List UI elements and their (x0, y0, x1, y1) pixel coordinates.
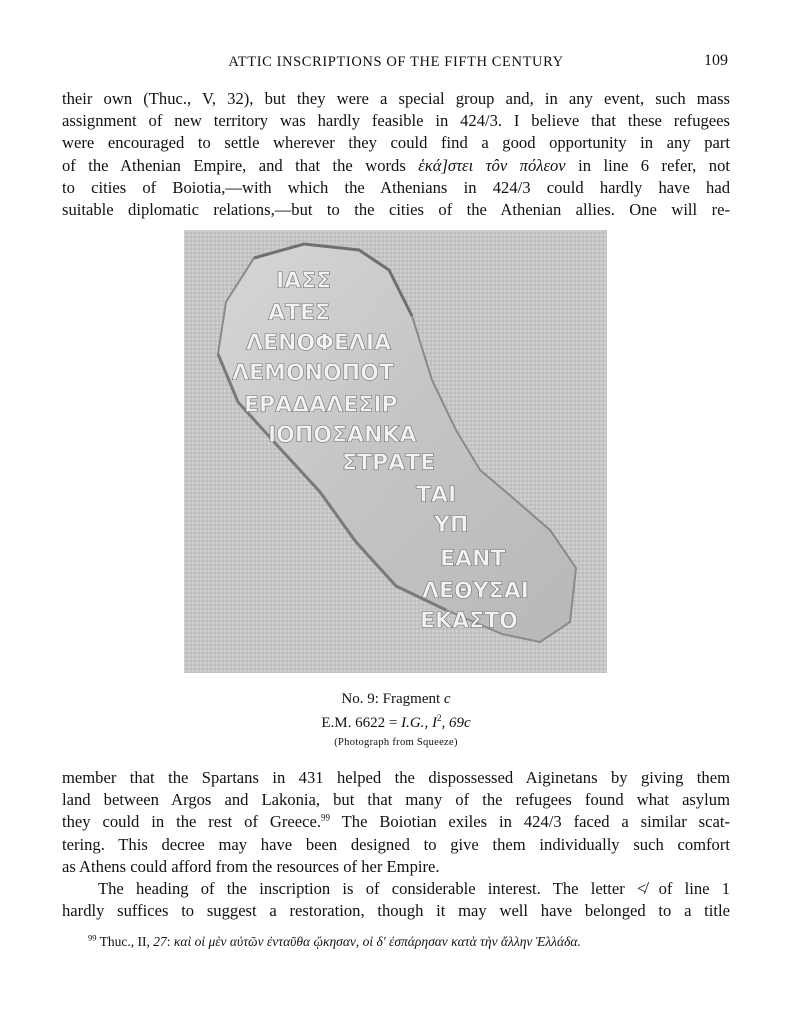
paragraph-line-heading (62, 878, 730, 900)
paragraph-line: land between Argos and Lakonia, but that many of the refugees found what asylum (62, 790, 730, 810)
footnote-reference[interactable]: 99 (321, 812, 331, 823)
stone-letter-line: ΑΤΕΣ (268, 301, 331, 326)
stone-letter-line: ΙΑΣΣ (276, 269, 332, 294)
footnote-ref: Thuc., II, (99, 934, 150, 949)
paragraph-line: were encouraged to settle wherever they could find a good opportunity in any part (62, 133, 730, 153)
footnote-ref-num: 27 (153, 934, 167, 949)
figure-caption-title (0, 691, 792, 708)
caption-ref: , I (424, 715, 437, 731)
paragraph-line-with-footnote (62, 811, 730, 833)
caption-ref: I.G. (401, 715, 425, 731)
paragraph-line-text: The heading of the inscription is of considerable interest. The letter (98, 879, 625, 899)
paragraph-top (62, 88, 730, 221)
figure-caption-note: (Photograph from Squeeze) (334, 737, 458, 748)
stone-letter-line: ΛΕΘΥΣΑΙ (422, 579, 529, 604)
running-head (62, 52, 730, 74)
greek-phrase: ἑκά]στει τôν πόλεον (418, 155, 566, 175)
stone-letter-line: ΛΕΝΟΦΕΛΙΑ (246, 331, 392, 356)
letter-symbol: ≮ (637, 879, 647, 899)
paragraph-line: assignment of new territory was hardly feasible in 424/3. I believe that these refugees (62, 111, 730, 131)
footnote-mark: 99 (88, 932, 97, 943)
paragraph-line: to cities of Boiotia,—with which the Athenians in 424/3 could hardly have had (62, 177, 730, 197)
caption-superscript: 2 (436, 713, 442, 723)
stone-letter-line: ΕΑΝΤ (440, 547, 506, 572)
paragraph-line: as Athens could afford from the resources of her Empire. (62, 856, 440, 876)
paragraph-line-with-greek (62, 155, 730, 177)
paragraph-line: tering. This decree may have been designed to give them individually such comfort (62, 834, 730, 854)
squeeze-image (184, 230, 607, 673)
stone-letter-line: ΤΑΙ (416, 483, 457, 508)
page-number: 109 (704, 52, 728, 69)
figure-caption-reference (0, 713, 792, 732)
caption-text: E.M. 6622 = (321, 715, 398, 731)
caption-ref: , 69c (441, 715, 471, 731)
stone-letter-line: ΣΤΡΑΤΕ (342, 451, 436, 476)
running-head-title: ATTIC INSCRIPTIONS OF THE FIFTH CENTURY (228, 54, 564, 70)
stone-letter-line: ΛΕΜΟΝΟΠΟΤ (232, 361, 394, 386)
caption-text: No. 9: Fragment (341, 691, 441, 707)
footnote-greek: καὶ οἱ μὲν αὐτῶν ἐνταῦθα ᾤκησαν, οἱ δ' ἐσπάρησαν κατὰ τὴν ἄλλην Ἑλλάδα. (173, 934, 581, 949)
paragraph-line-text: The Boiotian exiles in 424/3 faced a similar scat- (330, 812, 731, 832)
paragraph-line: member that the Spartans in 431 helped the dispossessed Aiginetans by giving them (62, 768, 730, 787)
caption-fragment-letter: c (443, 691, 451, 707)
paragraph-line-text: they could in the rest of Greece. (62, 812, 322, 832)
paragraph-line: their own (Thuc., V, 32), but they were a special group and, in any event, such mass (62, 89, 730, 108)
paragraph-line: hardly suffices to suggest a restoration, though it may well have belonged to a title (62, 901, 730, 921)
paragraph-bottom (62, 767, 730, 922)
footnote: $^{99}$ Thuc., II, 27: καὶ οἱ μὲν αὐτῶν ἐνταῦθα ᾤκησαν, οἱ δ' ἐσπάρησαν κατὰ τὴν ἄλλην Ἑλλάδα. (88, 932, 581, 949)
stone-letter-line: ΕΚΑΣΤΟ (420, 609, 518, 634)
paragraph-line-text: of the Athenian Empire, and that the words (62, 155, 406, 175)
paragraph-line-text: in line 6 refer, not (578, 155, 730, 175)
stone-letter-line: ΥΠ (434, 513, 469, 538)
paragraph-line-text: of line 1 (646, 879, 730, 899)
inscription-photograph (184, 230, 607, 673)
paragraph-line: suitable diplomatic relations,—but to the cities of the Athenian allies. One will re- (62, 200, 730, 220)
stone-letter-line: ΙΟΠΟΣΑΝΚΑ (268, 423, 417, 448)
stone-letter-line: ΕΡΑΔΑΛΕΣΙΡ (244, 393, 398, 418)
